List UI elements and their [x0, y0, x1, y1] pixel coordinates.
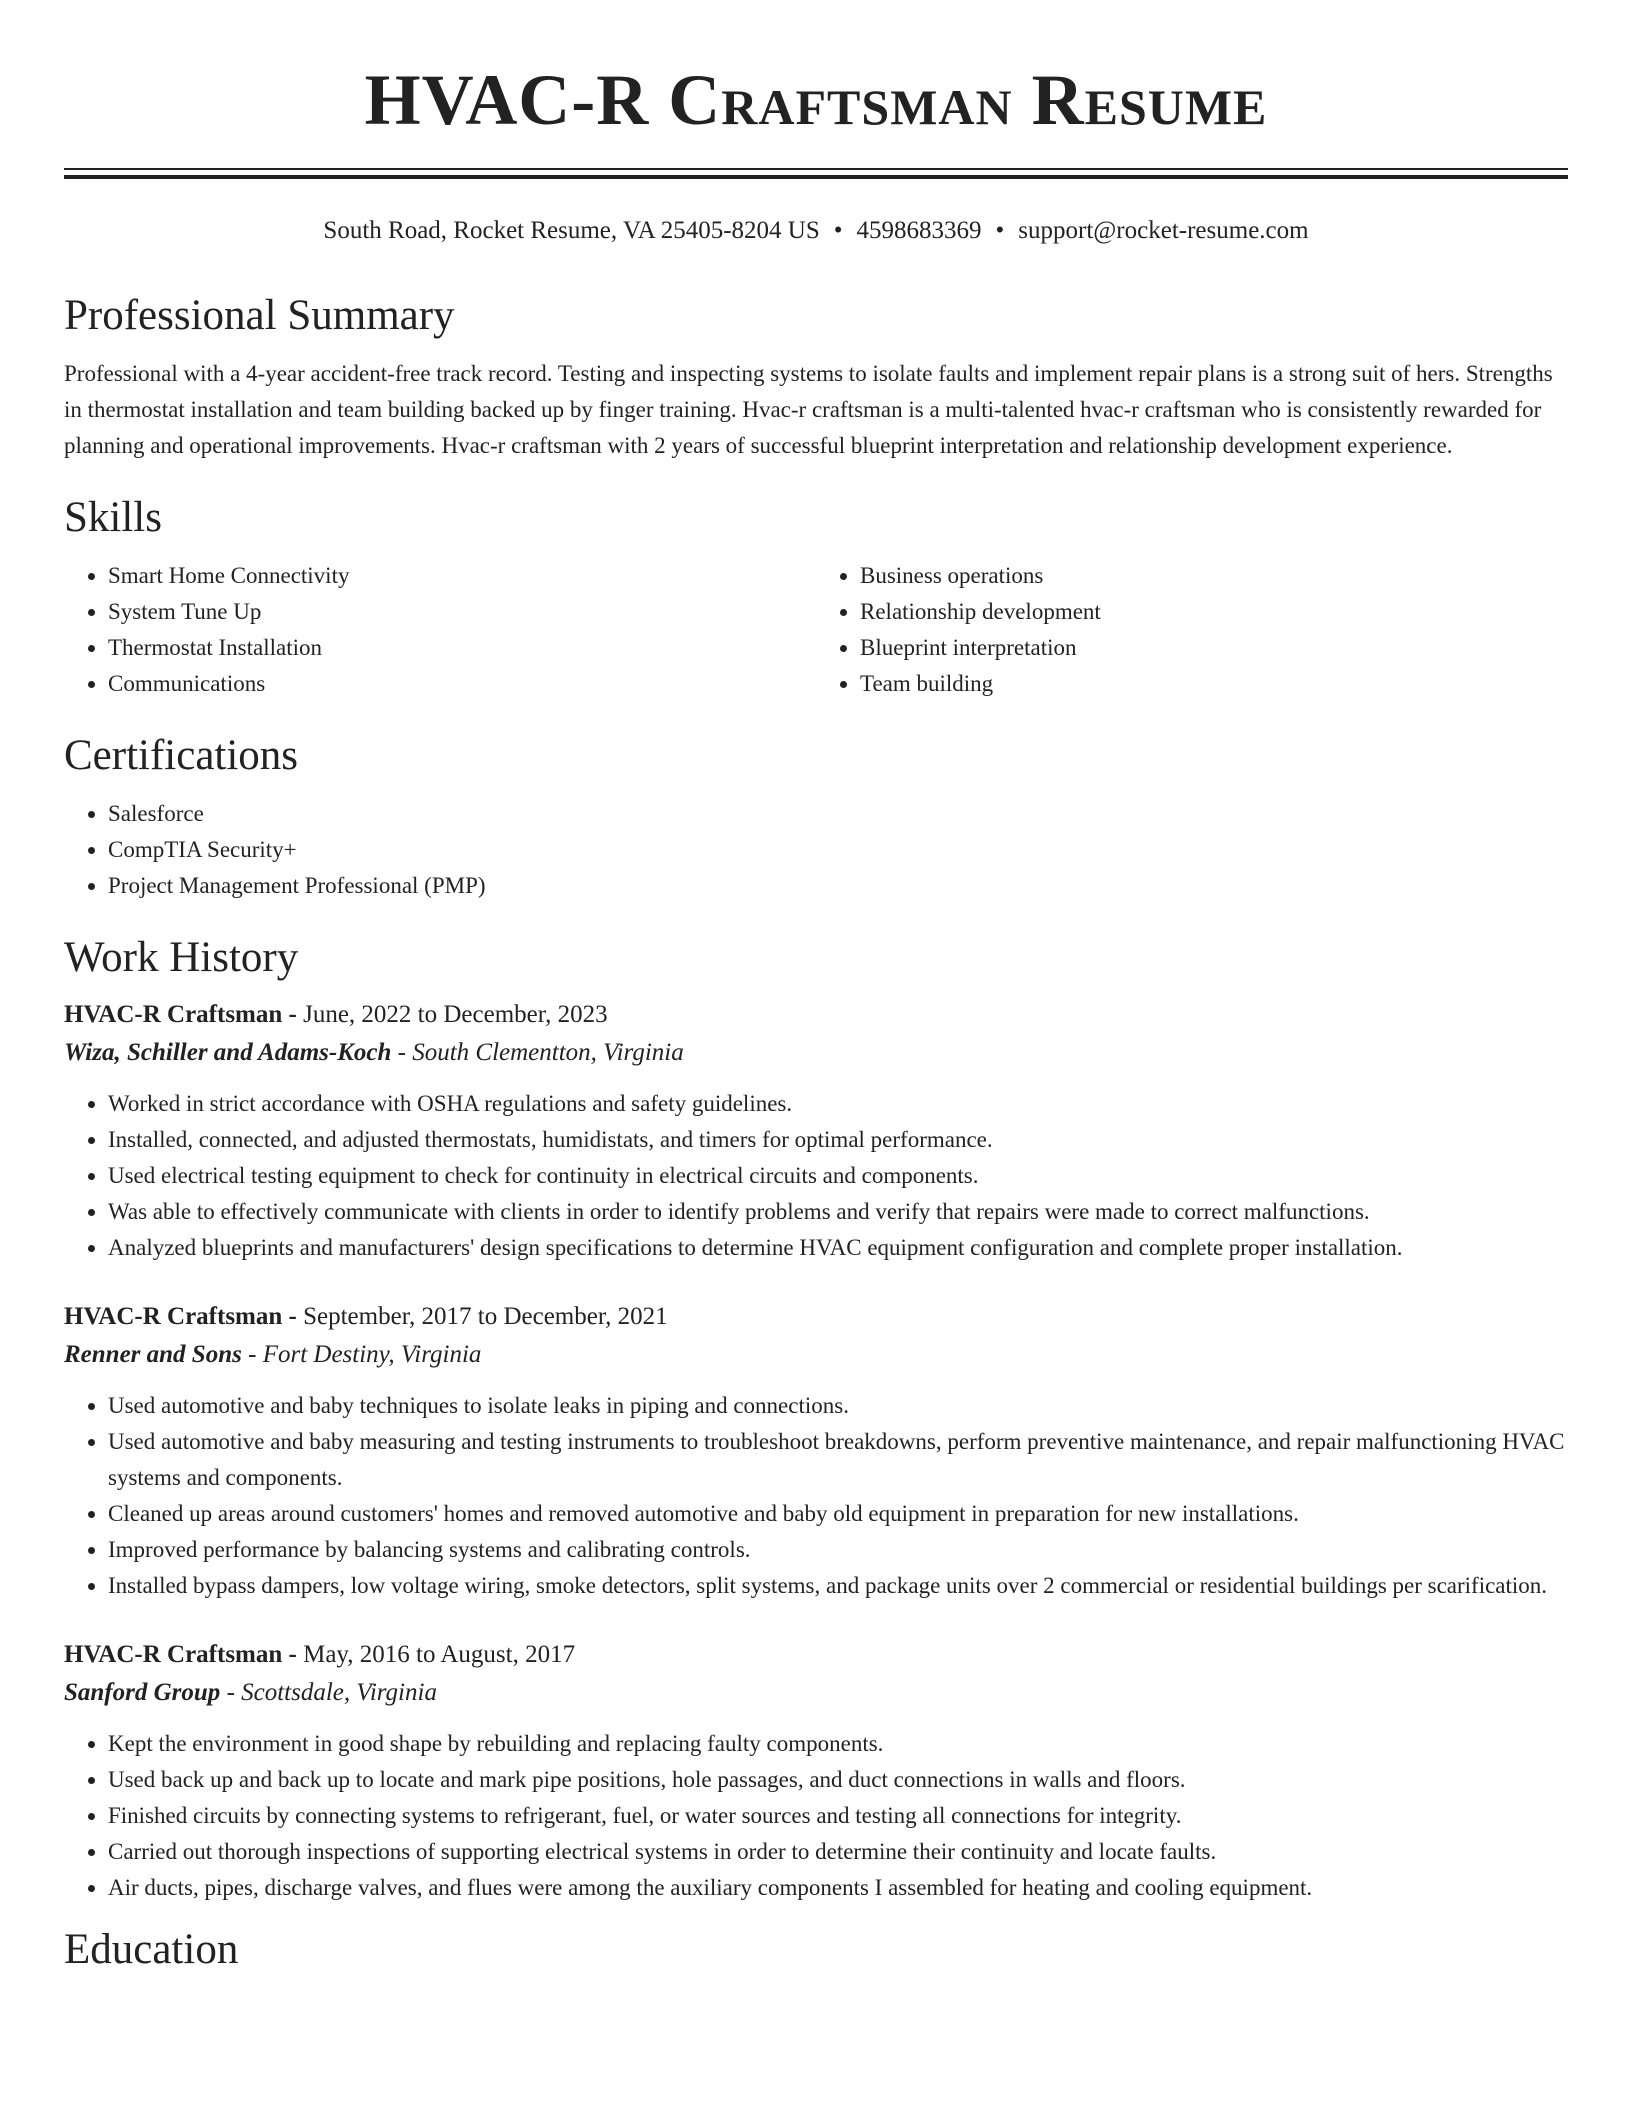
summary-heading: Professional Summary — [64, 292, 455, 339]
education-heading: Education — [64, 1926, 239, 1973]
job-duty: • Kept the environment in good shape by rebuilding and replacing faulty components. — [108, 1726, 1568, 1762]
skill-item: • Thermostat Installation — [108, 630, 816, 666]
job-company: Sanford Group — [64, 1679, 221, 1706]
job-dash: - — [282, 1303, 304, 1330]
job-employer — [64, 1034, 1568, 1072]
skills-section — [64, 492, 1568, 702]
job-duty: • Used automotive and baby techniques to isolate leaks in piping and connections. — [108, 1388, 1568, 1424]
job-entry — [64, 996, 1568, 1266]
contact-separator: • — [995, 217, 1005, 244]
job-title: HVAC-R Craftsman — [64, 1303, 283, 1330]
job-header — [64, 1298, 1568, 1336]
title-rule-thick — [64, 175, 1568, 179]
job-company: Renner and Sons — [64, 1341, 242, 1368]
job-duty: • Used electrical testing equipment to check for continuity in electrical circuits and components. — [108, 1158, 1568, 1194]
skill-item: • System Tune Up — [108, 594, 816, 630]
resume-content — [64, 290, 1568, 1976]
certifications-list — [64, 796, 1568, 904]
job-duty: • Cleaned up areas around customers' homes and removed automotive and baby old equipment in preparation for new installations. — [108, 1496, 1568, 1532]
education-section — [64, 1924, 1568, 1976]
job-entry — [64, 1298, 1568, 1604]
certification-item: • Project Management Professional (PMP) — [108, 868, 1568, 904]
job-dash: - — [241, 1341, 263, 1368]
skill-item: • Communications — [108, 666, 816, 702]
job-duty: • Improved performance by balancing systems and calibrating controls. — [108, 1532, 1568, 1568]
skills-list-left — [64, 558, 816, 702]
resume-title: HVAC-R Craftsman Resume — [364, 60, 1268, 140]
job-duty: • Air ducts, pipes, discharge valves, and flues were among the auxiliary components I assembled for heating and cooling equipment. — [108, 1870, 1568, 1906]
job-title: HVAC-R Craftsman — [64, 1641, 283, 1668]
job-duty: • Worked in strict accordance with OSHA regulations and safety guidelines. — [108, 1086, 1568, 1122]
skills-columns — [64, 558, 1568, 702]
certifications-heading: Certifications — [64, 732, 299, 779]
certification-item: • Salesforce — [108, 796, 1568, 832]
job-duties-list — [64, 1726, 1568, 1906]
summary-section — [64, 290, 1568, 464]
job-location: Fort Destiny, Virginia — [262, 1341, 482, 1368]
certification-item: • CompTIA Security+ — [108, 832, 1568, 868]
contact-phone: 4598683369 — [856, 217, 982, 244]
job-location: South Clementton, Virginia — [412, 1039, 684, 1066]
job-duty: • Finished circuits by connecting systems to refrigerant, fuel, or water sources and testing all connections for integrity. — [108, 1798, 1568, 1834]
job-dates: September, 2017 to December, 2021 — [303, 1303, 668, 1330]
skills-list-right — [816, 558, 1568, 702]
skill-item: • Smart Home Connectivity — [108, 558, 816, 594]
contact-address: South Road, Rocket Resume, VA 25405-8204 US — [323, 217, 820, 244]
job-duty: • Analyzed blueprints and manufacturers' design specifications to determine HVAC equipment configuration and complete proper installation. — [108, 1230, 1568, 1266]
job-header — [64, 996, 1568, 1034]
work-history-heading: Work History — [64, 934, 299, 981]
job-dash: - — [220, 1679, 242, 1706]
skill-item: • Relationship development — [860, 594, 1568, 630]
job-duty: • Installed bypass dampers, low voltage wiring, smoke detectors, split systems, and package units over 2 commercial or residential buildings per scarification. — [108, 1568, 1568, 1604]
job-dates: May, 2016 to August, 2017 — [303, 1641, 576, 1668]
job-duties-list — [64, 1086, 1568, 1266]
job-duties-list — [64, 1388, 1568, 1604]
job-duty: • Was able to effectively communicate with clients in order to identify problems and verify that repairs were made to correct malfunctions. — [108, 1194, 1568, 1230]
work-history-section — [64, 932, 1568, 1906]
title-rule-thin — [64, 168, 1568, 170]
job-duty: • Carried out thorough inspections of supporting electrical systems in order to determine their continuity and locate faults. — [108, 1834, 1568, 1870]
skill-item: • Business operations — [860, 558, 1568, 594]
skill-item: • Blueprint interpretation — [860, 630, 1568, 666]
job-dates: June, 2022 to December, 2023 — [303, 1001, 608, 1028]
job-duty: • Used automotive and baby measuring and testing instruments to troubleshoot breakdowns, perform preventive maintenance, and repair malfunctioning HVAC systems and components. — [108, 1424, 1568, 1496]
job-entry — [64, 1636, 1568, 1906]
certifications-section — [64, 730, 1568, 904]
job-dash: - — [282, 1001, 304, 1028]
job-duty: • Installed, connected, and adjusted thermostats, humidistats, and timers for optimal performance. — [108, 1122, 1568, 1158]
job-dash: - — [391, 1039, 413, 1066]
skills-heading: Skills — [64, 494, 162, 541]
contact-separator: • — [833, 217, 843, 244]
job-location: Scottsdale, Virginia — [241, 1679, 437, 1706]
job-title: HVAC-R Craftsman — [64, 1001, 283, 1028]
job-dash: - — [282, 1641, 304, 1668]
contact-line — [0, 214, 1632, 248]
job-company: Wiza, Schiller and Adams-Koch — [64, 1039, 392, 1066]
job-employer — [64, 1674, 1568, 1712]
job-header — [64, 1636, 1568, 1674]
job-employer — [64, 1336, 1568, 1374]
summary-text: Professional with a 4-year accident-free track record. Testing and inspecting systems to isolate faults and implement repair plans is a strong suit of hers. Strengths in thermostat installation and team building backed up by finger training. Hvac-r craftsman is a multi-talented hvac-r craftsman who is consistently rewarded for planning and operational improvements. Hvac-r craftsman with 2 years of successful blueprint interpretation and relationship development experience. — [64, 361, 1553, 458]
skill-item: • Team building — [860, 666, 1568, 702]
job-duty: • Used back up and back up to locate and mark pipe positions, hole passages, and duct connections in walls and floors. — [108, 1762, 1568, 1798]
contact-email: support@rocket-resume.com — [1018, 217, 1309, 244]
